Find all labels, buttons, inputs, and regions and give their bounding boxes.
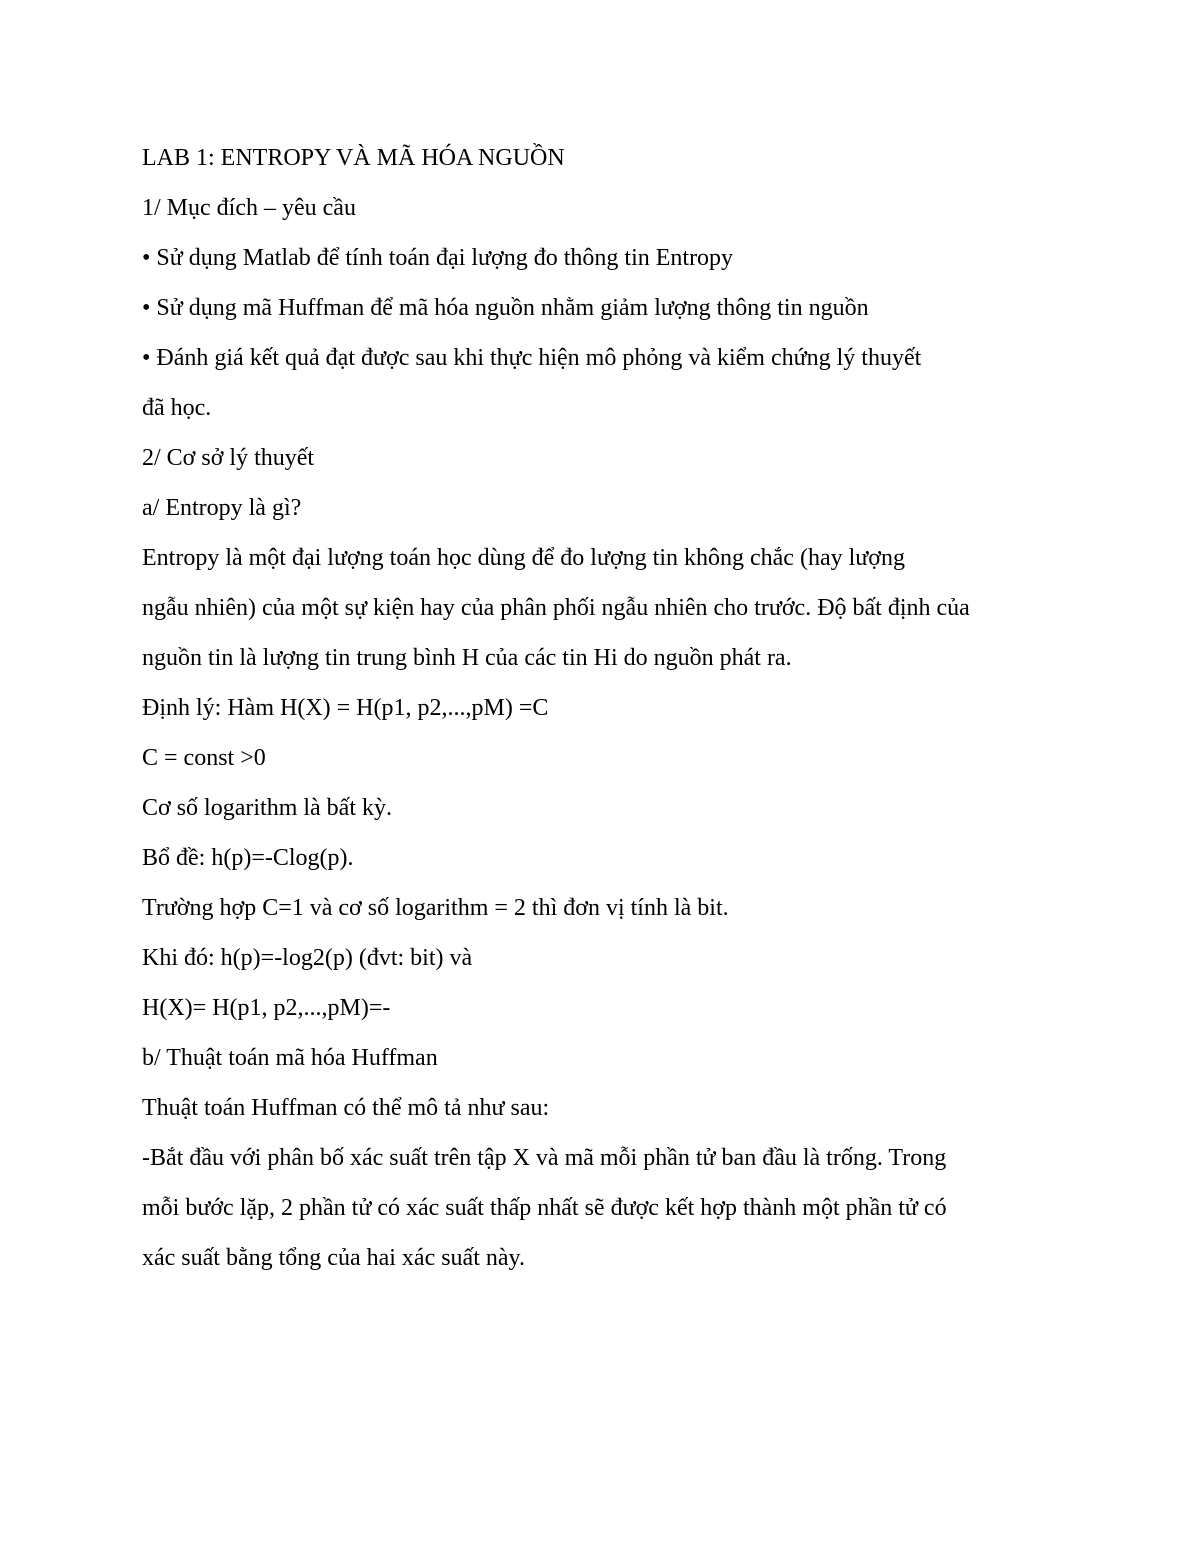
bullet-huffman-coding: • Sử dụng mã Huffman để mã hóa nguồn nhằm giảm lượng thông tin nguồn xyxy=(142,295,869,321)
huffman-step-line-2: mỗi bước lặp, 2 phần tử có xác suất thấp nhất sẽ được kết hợp thành một phần tử có xyxy=(142,1195,947,1221)
entropy-paragraph-line-2: ngẫu nhiên) của một sự kiện hay của phân phối ngẫu nhiên cho trước. Độ bất định của xyxy=(142,595,970,621)
section-2-heading: 2/ Cơ sở lý thuyết xyxy=(142,445,315,471)
huffman-step-line-1: -Bắt đầu với phân bố xác suất trên tập X và mã mỗi phần tử ban đầu là trống. Trong xyxy=(142,1145,947,1171)
section-1-heading: 1/ Mục đích – yêu cầu xyxy=(142,195,356,221)
bullet-evaluation-line-2: đã học. xyxy=(142,395,212,421)
huffman-step-line-3: xác suất bằng tổng của hai xác suất này. xyxy=(142,1245,525,1271)
entropy-paragraph-line-3: nguồn tin là lượng tin trung bình H của các tin Hi do nguồn phát ra. xyxy=(142,645,792,671)
entropy-paragraph-line-1: Entropy là một đại lượng toán học dùng để đo lượng tin không chắc (hay lượng xyxy=(142,545,905,571)
huffman-intro-line: Thuật toán Huffman có thể mô tả như sau: xyxy=(142,1095,550,1121)
bullet-matlab-entropy: • Sử dụng Matlab để tính toán đại lượng đo thông tin Entropy xyxy=(142,245,734,271)
log2-definition-line: Khi đó: h(p)=-log2(p) (đvt: bit) và xyxy=(142,945,473,971)
entropy-formula-line: H(X)= H(p1, p2,...,pM)=- xyxy=(142,995,391,1021)
subsection-a-heading: a/ Entropy là gì? xyxy=(142,495,302,521)
bit-unit-line: Trường hợp C=1 và cơ số logarithm = 2 thì đơn vị tính là bit. xyxy=(142,895,729,921)
document-body xyxy=(142,142,1052,1292)
document-title: LAB 1: ENTROPY VÀ MÃ HÓA NGUỒN xyxy=(142,145,565,171)
lemma-line: Bổ đề: h(p)=-Clog(p). xyxy=(142,845,354,871)
log-base-line: Cơ số logarithm là bất kỳ. xyxy=(142,795,392,821)
constant-line: C = const >0 xyxy=(142,745,266,771)
subsection-b-heading: b/ Thuật toán mã hóa Huffman xyxy=(142,1045,438,1071)
bullet-evaluation-line-1: • Đánh giá kết quả đạt được sau khi thực hiện mô phỏng và kiểm chứng lý thuyết xyxy=(142,345,922,371)
theorem-line: Định lý: Hàm H(X) = H(p1, p2,...,pM) =C xyxy=(142,695,549,721)
